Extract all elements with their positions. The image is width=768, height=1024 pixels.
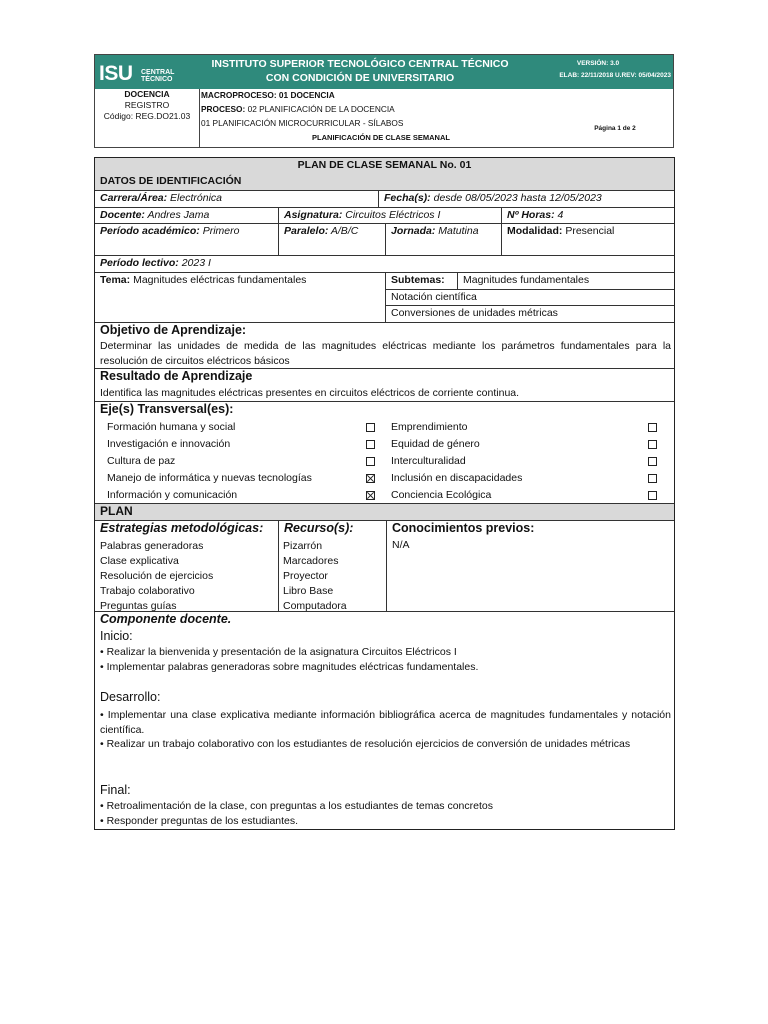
- eje-right-label: Emprendimiento: [391, 421, 468, 433]
- eje-right-checkbox[interactable]: [648, 491, 657, 500]
- logo-subtext: CENTRAL TÉCNICO: [141, 69, 175, 83]
- subtemas-label: Subtemas:: [391, 274, 445, 286]
- eje-right-checkbox[interactable]: [648, 423, 657, 432]
- institute-title: INSTITUTO SUPERIOR TECNOLÓGICO CENTRAL TÉCNICO CON CONDICIÓN DE UNIVERSITARIO: [211, 58, 509, 84]
- logo-text: ISU: [99, 62, 133, 85]
- recursos-item: Libro Base: [283, 585, 334, 597]
- estrategias-item: Preguntas guías: [100, 600, 177, 612]
- subtema-1: Magnitudes fundamentales: [463, 274, 590, 286]
- inicio-item-2: • Implementar palabras generadoras sobre magnitudes eléctricas fundamentales.: [100, 661, 479, 673]
- eje-right-label: Inclusión en discapacidades: [391, 472, 523, 484]
- datos-identificacion: DATOS DE IDENTIFICACIÓN: [100, 175, 242, 187]
- document-header: [94, 54, 674, 148]
- paralelo-field: Paralelo: A/B/C: [284, 225, 359, 237]
- subtema-3: Conversiones de unidades métricas: [391, 307, 558, 319]
- desarrollo-item-2: • Realizar un trabajo colaborativo con los estudiantes de resolución ejercicios de conversión de unidades métricas: [100, 738, 631, 750]
- plan-title: PLAN DE CLASE SEMANAL No. 01: [297, 159, 472, 171]
- eje-right-label: Interculturalidad: [391, 455, 466, 467]
- eje-right-label: Conciencia Ecológica: [391, 489, 492, 501]
- eje-left-checkbox[interactable]: [366, 457, 375, 466]
- estrategias-item: Resolución de ejercicios: [100, 570, 214, 582]
- final-title: Final:: [100, 783, 131, 797]
- estrategias-item: Trabajo colaborativo: [100, 585, 195, 597]
- header-process-block: MACROPROCESO: 01 DOCENCIA PROCESO: 02 PLANIFICACIÓN DE LA DOCENCIA 01 PLANIFICACIÓN MICROCURRICULAR - SÍLABOS PLANIFICACIÓN DE CLASE SEMANAL: [201, 89, 561, 145]
- carrera-field: Carrera/Área: Electrónica: [100, 192, 222, 204]
- docente-field: Docente: Andres Jama: [100, 209, 210, 221]
- version-info: [525, 58, 671, 82]
- conocimientos-value: N/A: [392, 539, 410, 551]
- plan-section-title: PLAN: [100, 504, 133, 518]
- estrategias-title: Estrategias metodológicas:: [100, 521, 264, 535]
- weekly-plan-form: [94, 157, 675, 830]
- header-band: [95, 55, 673, 89]
- periodo-lectivo-field: Período lectivo: 2023 I: [100, 257, 211, 269]
- recursos-item: Proyector: [283, 570, 328, 582]
- eje-left-label: Formación humana y social: [107, 421, 236, 433]
- header-left-block: DOCENCIA REGISTRO Código: REG.DO21.03: [95, 89, 200, 147]
- eje-left-label: Información y comunicación: [107, 489, 238, 501]
- recursos-item: Marcadores: [283, 555, 339, 567]
- asignatura-field: Asignatura: Circuitos Eléctricos I: [284, 209, 441, 221]
- objetivo-text: Determinar las unidades de medida de las magnitudes eléctricas mediante los parámetros fundamentales para la resolución de circuitos eléctricos básicos: [100, 340, 671, 367]
- final-item-2: • Responder preguntas de los estudiantes.: [100, 815, 299, 827]
- fecha-field: Fecha(s): desde 08/05/2023 hasta 12/05/2023: [384, 192, 602, 204]
- eje-right-checkbox[interactable]: [648, 440, 657, 449]
- jornada-field: Jornada: Matutina: [391, 225, 479, 237]
- final-item-1: • Retroalimentación de la clase, con preguntas a los estudiantes de temas concretos: [100, 800, 493, 812]
- horas-field: Nº Horas: 4: [507, 209, 564, 221]
- institute-logo: [99, 63, 191, 85]
- eje-left-checkbox[interactable]: [366, 491, 375, 500]
- elab-text: ELAB: 22/11/2018 U.REV: 05/04/2023: [559, 72, 671, 79]
- recursos-item: Computadora: [283, 600, 347, 612]
- periodo-academico-field: Período académico: Primero: [100, 225, 240, 237]
- eje-left-label: Cultura de paz: [107, 455, 176, 467]
- eje-left-checkbox[interactable]: [366, 440, 375, 449]
- eje-left-label: Manejo de informática y nuevas tecnologías: [107, 472, 312, 484]
- doc-title: PLANIFICACIÓN DE CLASE SEMANAL: [312, 133, 450, 142]
- ejes-title: Eje(s) Transversal(es):: [100, 402, 234, 416]
- conocimientos-title: Conocimientos previos:: [392, 521, 535, 535]
- inicio-item-1: • Realizar la bienvenida y presentación de la asignatura Circuitos Eléctricos I: [100, 646, 457, 658]
- recursos-item: Pizarrón: [283, 540, 323, 552]
- subtema-2: Notación científica: [391, 291, 477, 303]
- objetivo-title: Objetivo de Aprendizaje:: [100, 323, 247, 337]
- recursos-title: Recurso(s):: [284, 521, 354, 535]
- tema-field: Tema: Magnitudes eléctricas fundamentales: [100, 274, 307, 286]
- eje-left-checkbox[interactable]: [366, 474, 375, 483]
- modalidad-field: Modalidad: Presencial: [507, 225, 615, 237]
- resultado-title: Resultado de Aprendizaje: [100, 369, 253, 383]
- estrategias-item: Palabras generadoras: [100, 540, 204, 552]
- eje-left-label: Investigación e innovación: [107, 438, 231, 450]
- estrategias-item: Clase explicativa: [100, 555, 179, 567]
- page-number: Página 1 de 2: [594, 125, 636, 132]
- inicio-title: Inicio:: [100, 629, 133, 643]
- eje-right-checkbox[interactable]: [648, 474, 657, 483]
- eje-left-checkbox[interactable]: [366, 423, 375, 432]
- version-text: VERSIÓN: 3.0: [576, 60, 620, 67]
- resultado-text: Identifica las magnitudes eléctricas presentes en circuitos eléctricos de corriente continua.: [100, 387, 520, 399]
- eje-right-label: Equidad de género: [391, 438, 480, 450]
- eje-right-checkbox[interactable]: [648, 457, 657, 466]
- desarrollo-title: Desarrollo:: [100, 690, 161, 704]
- componente-title: Componente docente.: [100, 612, 232, 626]
- desarrollo-item-1: • Implementar una clase explicativa mediante información bibliográfica acerca de magnitudes fundamentales y notación científica.: [100, 709, 671, 736]
